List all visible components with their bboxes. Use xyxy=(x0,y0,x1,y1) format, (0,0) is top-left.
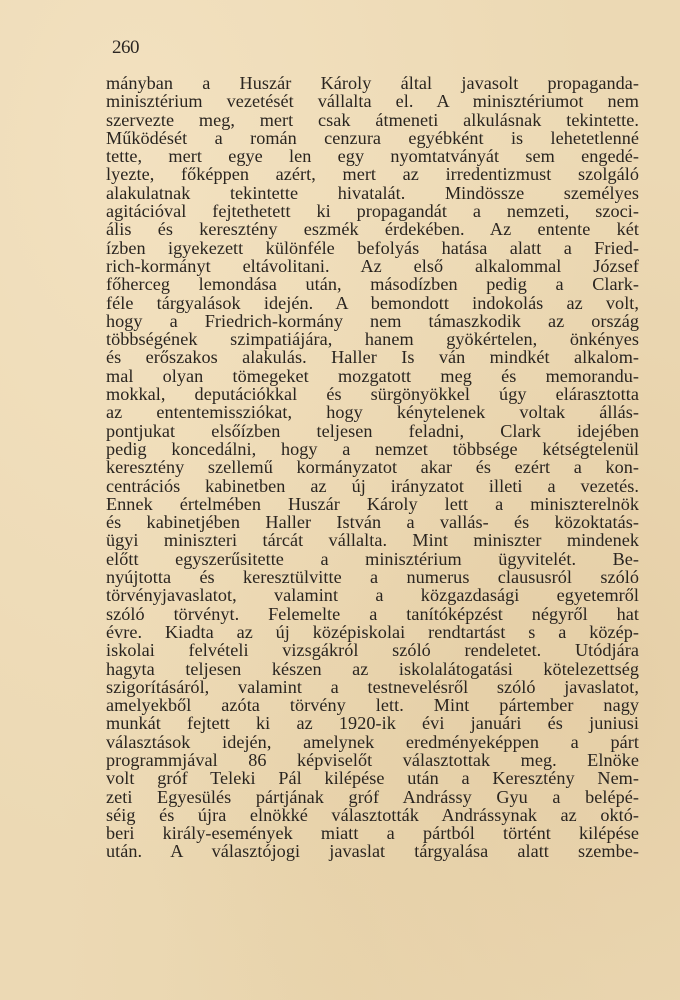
text-line: beri király-események miatt a pártból történt kilépése xyxy=(106,823,639,844)
text-line: és erőszakos alakulás. Haller Is ván mindkét alkalom- xyxy=(106,347,639,368)
text-line: főherceg lemondása után, másodízben pedig a Clark- xyxy=(106,274,639,295)
text-line: mal olyan tömegeket mozgatott meg és memorandu- xyxy=(106,365,639,386)
text-line: iskolai felvételi vizsgákról szóló rendeletet. Utódjára xyxy=(106,640,639,661)
text-line: az ententemissziókat, hogy kénytelenek voltak állás- xyxy=(106,402,639,423)
text-line: tette, mert egye len egy nyomtatványát sem engedé- xyxy=(106,146,639,167)
text-line: ális és keresztény eszmék érdekében. Az entente két xyxy=(106,219,639,240)
text-line: amelyekből azóta törvény lett. Mint pártember nagy xyxy=(106,695,639,716)
text-line: keresztény szellemű kormányzatot akar és ezért a kon- xyxy=(106,457,639,478)
text-line: és kabinetjében Haller István a vallás- és közoktatás- xyxy=(106,512,639,533)
text-line: séig és újra elnökké választották Andrássynak az októ- xyxy=(106,804,639,825)
text-line: centrációs kabinetben az új irányzatot illeti a vezetés. xyxy=(106,475,639,496)
text-line: programmjával 86 képviselőt választottak meg. Elnöke xyxy=(106,749,639,770)
text-line: törvényjavaslatot, valamint a közgazdasági egyetemről xyxy=(106,585,639,606)
text-line: évre. Kiadta az új középiskolai rendtartást s a közép- xyxy=(106,621,639,642)
page-number: 260 xyxy=(112,37,139,58)
text-line: rich-kormányt eltávolitani. Az első alkalommal József xyxy=(106,255,639,276)
text-line: minisztérium vezetését vállalta el. A minisztériumot nem xyxy=(106,91,639,112)
text-line: szervezte meg, mert csak átmeneti alkulásnak tekintette. xyxy=(106,109,639,130)
text-line: agitációval fejtethetett ki propagandát a nemzeti, szoci- xyxy=(106,201,639,222)
text-line: nyújtotta és keresztülvitte a numerus claususról szóló xyxy=(106,567,639,588)
text-line: ízben igyekezett különféle befolyás hatása alatt a Fried- xyxy=(106,237,639,258)
text-line: Ennek értelmében Huszár Károly lett a miniszterelnök xyxy=(106,493,639,514)
text-line: mányban a Huszár Károly által javasolt propaganda- xyxy=(106,73,639,93)
text-line: szigorításáról, valamint a testnevelésről szóló javaslatot, xyxy=(106,676,639,697)
text-line: pedig koncedálni, hogy a nemzet többsége kétségtelenül xyxy=(106,438,639,459)
text-line: Működését a román cenzura egyébként is lehetetlenné xyxy=(106,127,639,148)
text-line: zeti Egyesülés pártjának gróf Andrássy Gyu a belépé- xyxy=(106,786,639,807)
text-line: volt gróf Teleki Pál kilépése után a Keresztény Nem- xyxy=(106,768,639,789)
text-line: szóló törvényt. Felemelte a tanítóképzést négyről hat xyxy=(106,603,639,624)
text-line: ügyi miniszteri tárcát vállalta. Mint miniszter mindenek xyxy=(106,530,639,551)
text-line: munkát fejtett ki az 1920-ik évi januári és juniusi xyxy=(106,713,639,734)
text-line: alakulatnak tekintette hivatalát. Mindössze személyes xyxy=(106,182,639,203)
text-line: hogy a Friedrich-kormány nem támaszkodik az ország xyxy=(106,310,639,331)
body-text xyxy=(106,74,639,861)
text-line: mokkal, deputációkkal és sürgönyökkel úgy elárasztotta xyxy=(106,384,639,405)
text-line: előtt egyszerűsitette a minisztérium ügyvitelét. Be- xyxy=(106,548,639,569)
text-line: féle tárgyalások idején. A bemondott indokolás az volt, xyxy=(106,292,639,313)
text-line: pontjukat elsőízben teljesen feladni, Clark idejében xyxy=(106,420,639,441)
text-line: után. A választójogi javaslat tárgyalása alatt szembe- xyxy=(106,841,639,862)
text-line: választások idején, amelynek eredményeképpen a párt xyxy=(106,731,639,752)
text-line: hagyta teljesen készen az iskolalátogatási kötelezettség xyxy=(106,658,639,679)
text-line: lyezte, főképpen azért, mert az irredentizmust szolgáló xyxy=(106,164,639,185)
text-line: többségének szimpatiájára, hanem gyökértelen, önkényes xyxy=(106,329,639,350)
